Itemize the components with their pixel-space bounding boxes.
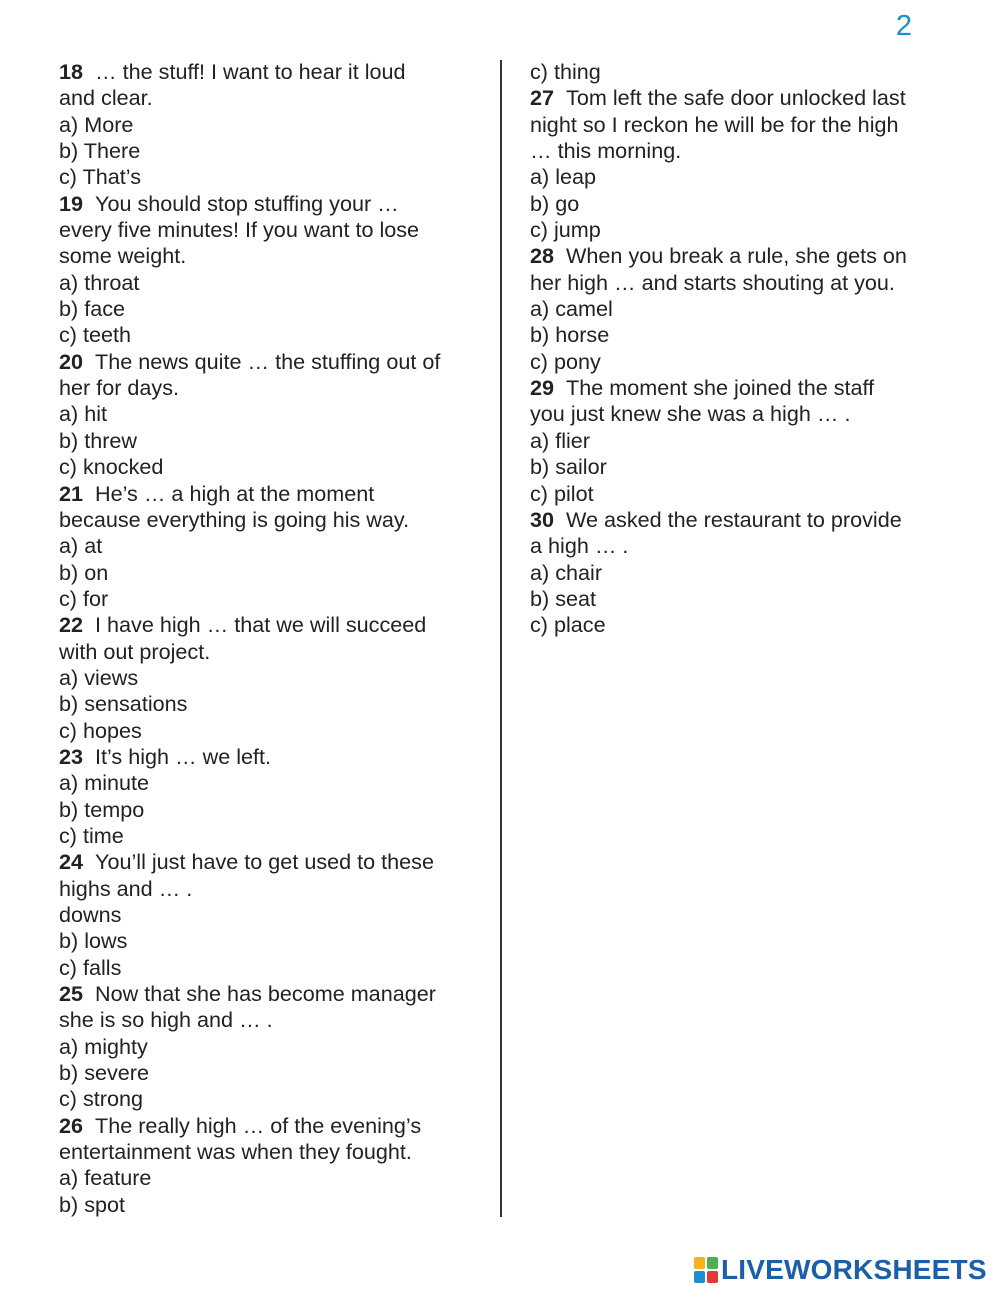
answer-option: a) views xyxy=(59,664,139,690)
question-text: night so I reckon he will be for the high xyxy=(530,111,899,137)
answer-option: c) falls xyxy=(59,954,122,980)
question-text: Now that she has become manager xyxy=(95,981,436,1007)
liveworksheets-logo[interactable] xyxy=(694,1255,987,1285)
answer-option: a) minute xyxy=(59,770,150,796)
question-line xyxy=(530,112,970,138)
answer-option: b) threw xyxy=(59,427,138,453)
question-line xyxy=(59,243,489,269)
question-line xyxy=(59,507,489,533)
question-text: … this morning. xyxy=(530,138,682,164)
question-number: 30 xyxy=(530,506,555,532)
answer-option: c) pilot xyxy=(530,480,594,506)
answer-option: c) jump xyxy=(530,217,601,243)
answer-option: b) seat xyxy=(530,585,597,611)
answer-option: c) knocked xyxy=(59,454,164,480)
column-divider xyxy=(500,60,502,1217)
answer-option: a) throat xyxy=(59,269,140,295)
question-line xyxy=(530,401,970,427)
question-30 xyxy=(530,507,970,560)
question-line xyxy=(59,1139,489,1165)
answer-option: b) There xyxy=(59,138,141,164)
answer-option: a) mighty xyxy=(59,1033,148,1059)
question-text: some weight. xyxy=(59,243,187,269)
answer-option: c) place xyxy=(530,612,606,638)
question-line xyxy=(530,533,970,559)
question-24 xyxy=(59,849,489,902)
question-line xyxy=(530,375,970,401)
answer-option: c) pony xyxy=(530,348,601,374)
question-line xyxy=(59,981,489,1007)
question-text: The moment she joined the staff xyxy=(566,375,875,401)
question-line xyxy=(59,59,489,85)
question-text: … the stuff! I want to hear it loud xyxy=(95,59,406,84)
question-text: When you break a rule, she gets on xyxy=(566,243,907,269)
question-number: 19 xyxy=(59,190,84,216)
question-text: a high … . xyxy=(530,533,629,559)
question-line xyxy=(530,243,970,269)
question-line xyxy=(530,507,970,533)
question-23 xyxy=(59,744,489,770)
answer-option: b) lows xyxy=(59,928,128,954)
question-text: The really high … of the evening’s xyxy=(95,1112,422,1138)
page-number: 2 xyxy=(895,10,912,42)
liveworksheets-logo-icon xyxy=(694,1257,718,1283)
answer-option: a) camel xyxy=(530,296,613,322)
left-column xyxy=(59,59,489,1218)
question-line xyxy=(59,876,489,902)
question-text: You’ll just have to get used to these xyxy=(95,849,434,875)
answer-option: b) face xyxy=(59,296,126,322)
answer-option: b) spot xyxy=(59,1191,126,1217)
question-number: 21 xyxy=(59,480,84,506)
question-text: Tom left the safe door unlocked last xyxy=(566,85,906,111)
question-text: every five minutes! If you want to lose xyxy=(59,217,420,243)
question-line xyxy=(59,1113,489,1139)
question-27 xyxy=(530,85,970,164)
logo-text: LIVEWORKSHEETS xyxy=(721,1254,987,1285)
question-number: 24 xyxy=(59,849,84,875)
question-number: 29 xyxy=(530,375,555,401)
question-text: The news quite … the stuffing out of xyxy=(95,348,441,374)
answer-option: c) That’s xyxy=(59,164,142,190)
question-22 xyxy=(59,612,489,665)
answer-option: c) time xyxy=(59,822,124,848)
question-number: 22 xyxy=(59,612,84,638)
question-21 xyxy=(59,481,489,534)
question-number: 27 xyxy=(530,85,555,111)
question-28 xyxy=(530,243,970,296)
answer-option: downs xyxy=(59,902,122,927)
question-19 xyxy=(59,191,489,270)
question-text: you just knew she was a high … . xyxy=(530,401,851,427)
question-29 xyxy=(530,375,970,428)
answer-option: a) hit xyxy=(59,401,108,427)
question-text: He’s … a high at the moment xyxy=(95,480,375,506)
answer-option: a) flier xyxy=(530,427,590,453)
question-number: 20 xyxy=(59,348,84,374)
answer-option: b) go xyxy=(530,190,580,216)
question-line xyxy=(59,639,489,665)
question-text: her high … and starts shouting at you. xyxy=(530,269,895,295)
question-number: 18 xyxy=(59,59,84,84)
question-text: You should stop stuffing your … xyxy=(95,190,399,216)
answer-option: b) tempo xyxy=(59,796,145,822)
question-text: entertainment was when they fought. xyxy=(59,1139,412,1165)
answer-option: a) feature xyxy=(59,1165,152,1191)
right-column xyxy=(530,59,970,639)
question-20 xyxy=(59,349,489,402)
question-18 xyxy=(59,59,489,112)
answer-option: a) leap xyxy=(530,164,597,190)
question-line xyxy=(530,85,970,111)
question-25 xyxy=(59,981,489,1034)
question-line xyxy=(59,85,489,111)
question-line xyxy=(59,217,489,243)
question-text: highs and … . xyxy=(59,875,193,901)
question-text: and clear. xyxy=(59,85,153,111)
answer-option: b) sailor xyxy=(530,454,607,480)
question-line xyxy=(59,744,489,770)
question-line xyxy=(59,481,489,507)
question-line xyxy=(59,849,489,875)
question-text: she is so high and … . xyxy=(59,1007,273,1033)
question-line xyxy=(59,349,489,375)
question-text: It’s high … we left. xyxy=(95,743,272,769)
answer-option: c) for xyxy=(59,585,109,611)
question-line xyxy=(59,612,489,638)
question-line xyxy=(59,1007,489,1033)
answer-option: a) More xyxy=(59,111,134,137)
question-line xyxy=(59,191,489,217)
question-number: 23 xyxy=(59,743,84,769)
question-text: with out project. xyxy=(59,638,211,664)
question-line xyxy=(530,270,970,296)
answer-option: c) teeth xyxy=(59,322,132,348)
question-text: her for days. xyxy=(59,375,180,401)
question-number: 26 xyxy=(59,1112,84,1138)
question-number: 28 xyxy=(530,243,555,269)
answer-option: c) strong xyxy=(59,1086,144,1112)
answer-option: b) sensations xyxy=(59,691,188,717)
answer-option: a) chair xyxy=(530,559,603,585)
question-text: because everything is going his way. xyxy=(59,506,410,532)
question-number: 25 xyxy=(59,981,84,1007)
question-text: I have high … that we will succeed xyxy=(95,612,427,638)
question-26 xyxy=(59,1113,489,1166)
question-line xyxy=(59,375,489,401)
answer-option: c) thing xyxy=(530,59,601,84)
answer-option: b) horse xyxy=(530,322,610,348)
answer-option: b) on xyxy=(59,559,109,585)
answer-option: b) severe xyxy=(59,1060,150,1086)
question-text: We asked the restaurant to provide xyxy=(566,506,902,532)
answer-option: c) hopes xyxy=(59,717,142,743)
question-line xyxy=(530,138,970,164)
answer-option: a) at xyxy=(59,533,103,559)
